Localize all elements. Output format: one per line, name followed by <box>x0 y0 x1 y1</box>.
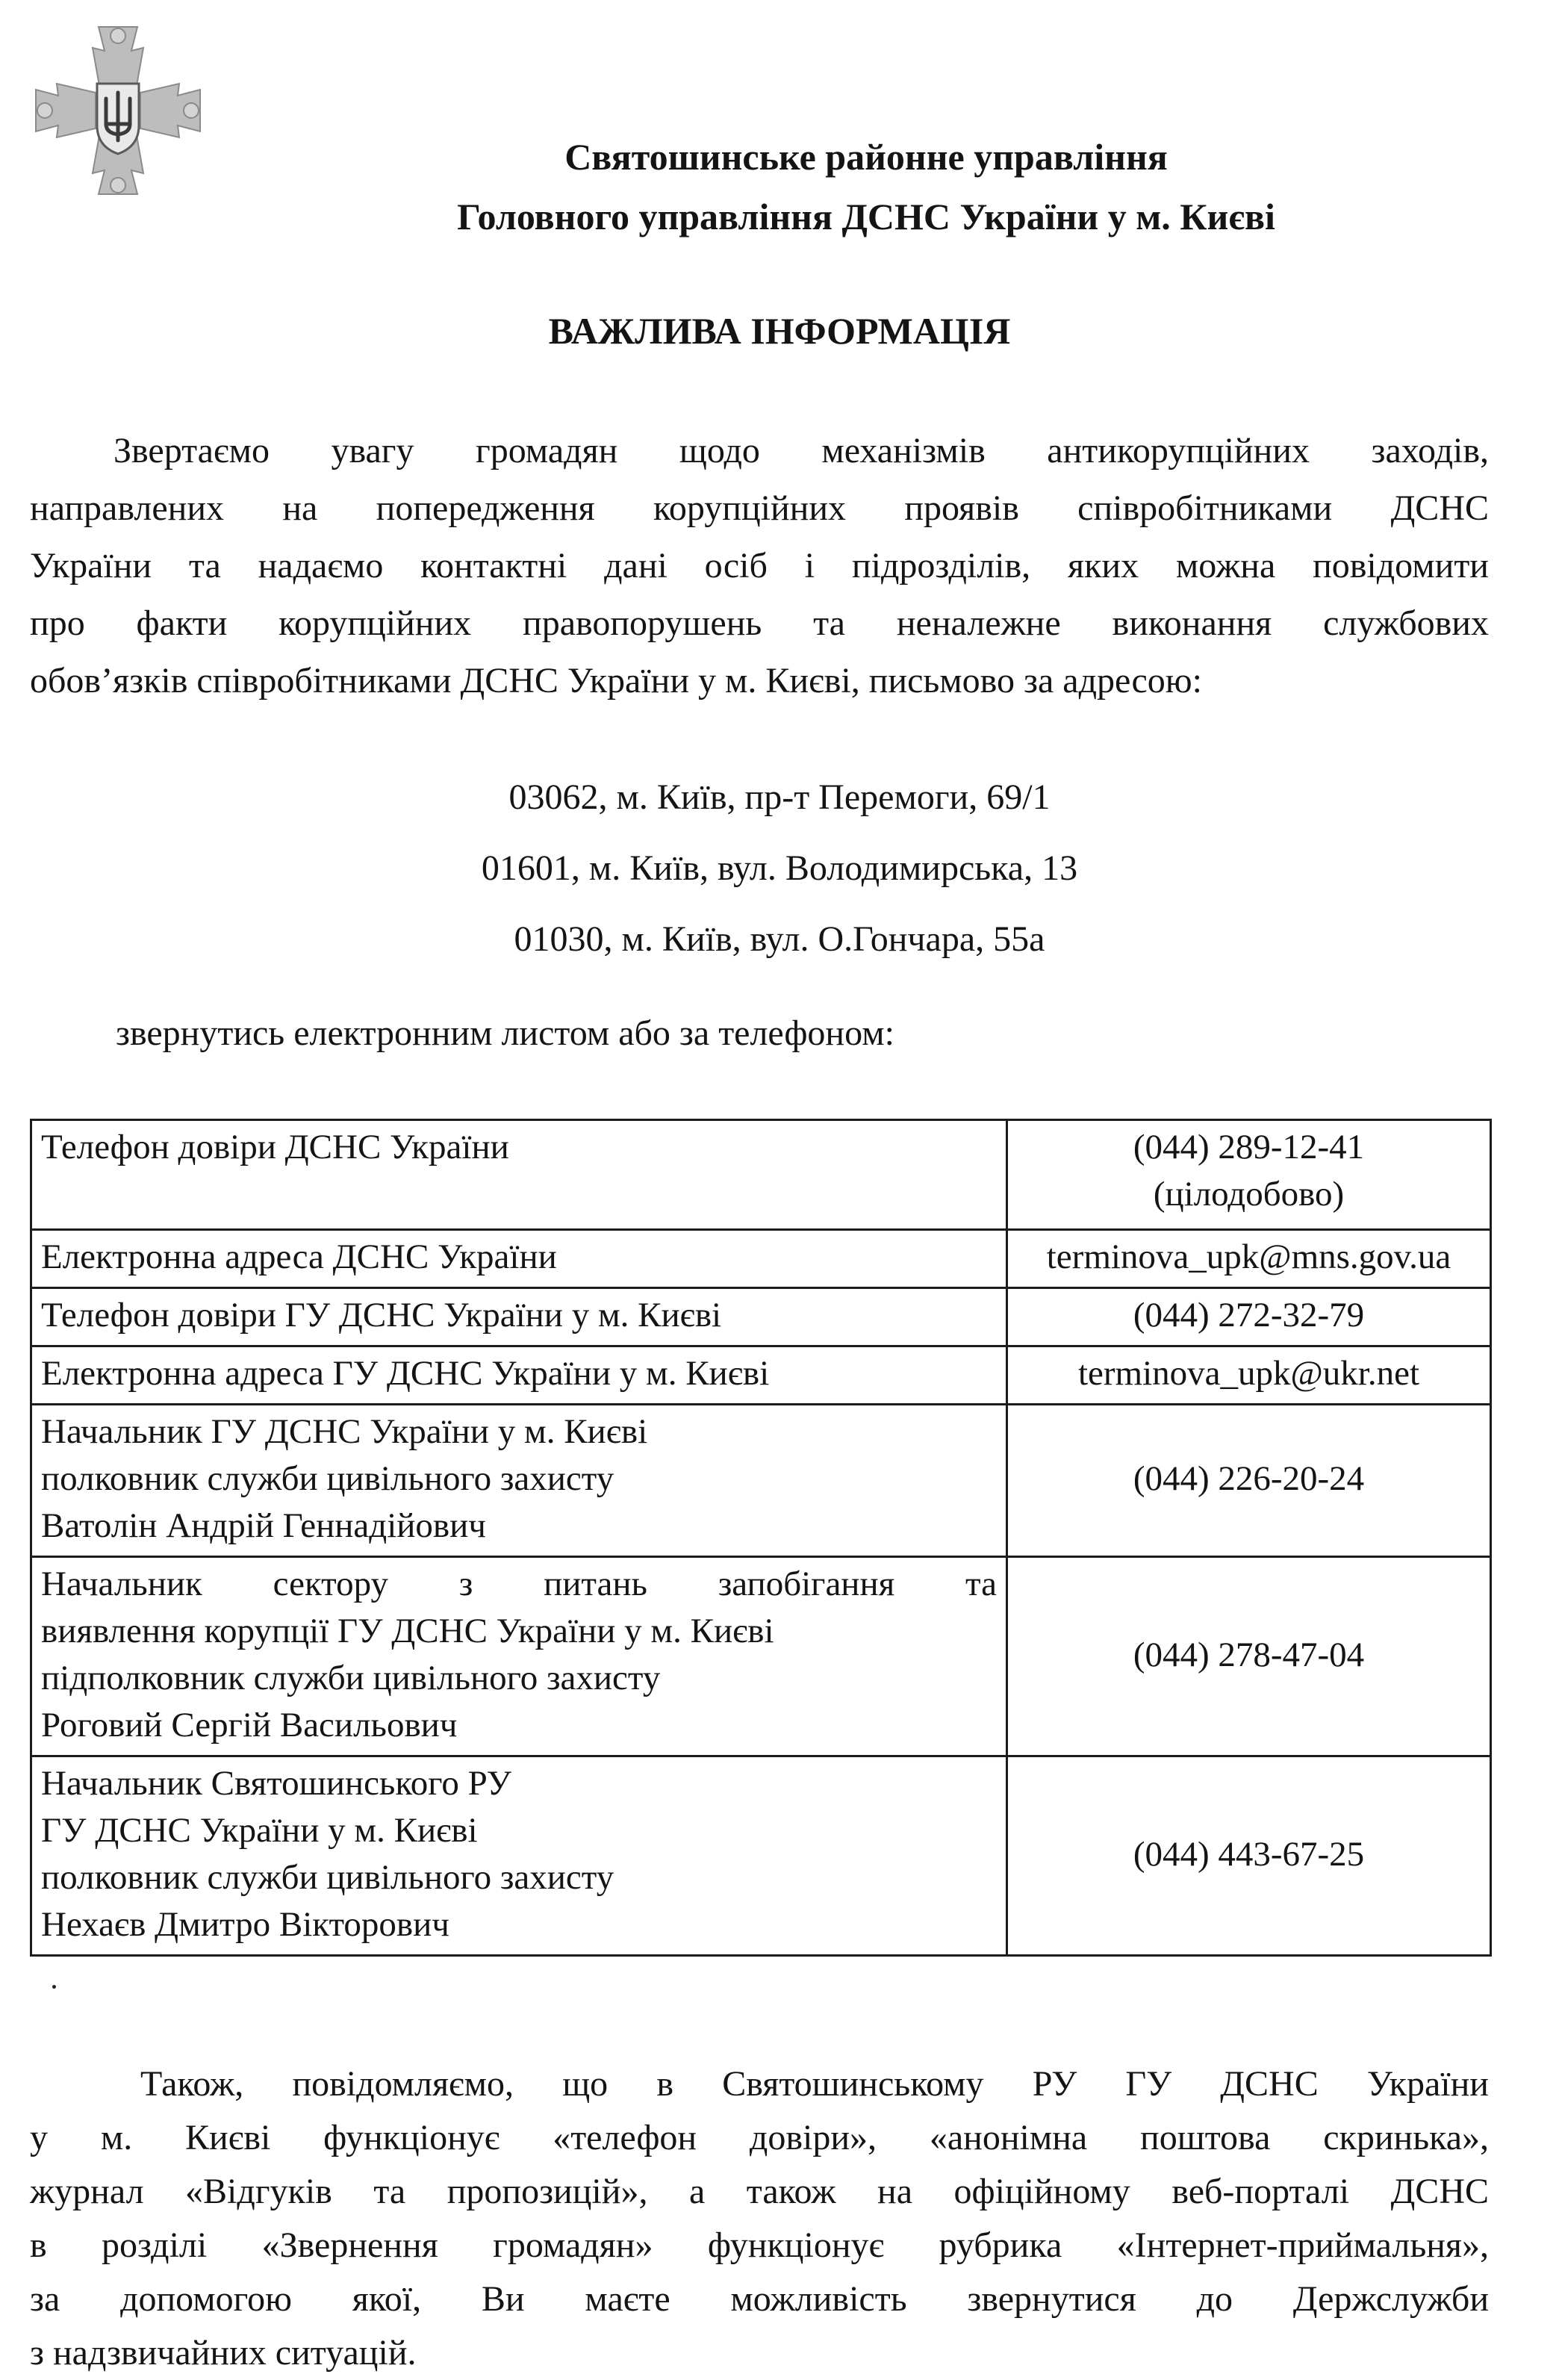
intro-line: обов’язків співробітниками ДСНС України у м. Києві, письмово за адресою: <box>30 661 1202 700</box>
intro-line: України та надаємо контактні дані осіб і підрозділів, яких можна повідомити <box>30 546 1489 585</box>
contact-description <box>31 1756 1007 1956</box>
organization-name-line-2: Головного управління ДСНС України у м. Києві <box>457 196 1275 237</box>
organization-name-line-1: Святошинське районне управління <box>564 136 1168 178</box>
contact-description-line: Ватолін Андрій Геннадійович <box>41 1506 486 1545</box>
contact-value <box>1007 1230 1491 1288</box>
closing-line: за допомогою якої, Ви маєте можливість звернутися до Держслужби <box>30 2279 1489 2319</box>
contact-value-line: (044) 272-32-79 <box>1133 1296 1365 1335</box>
table-row <box>31 1288 1491 1346</box>
closing-line: в розділі «Звернення громадян» функціонує рубрика «Інтернет-приймальня», <box>30 2225 1489 2265</box>
contact-value-line: (044) 278-47-04 <box>1133 1635 1365 1674</box>
postal-addresses <box>0 762 1559 975</box>
contacts-table <box>30 1119 1492 1957</box>
contact-value-line: (044) 289-12-41 <box>1133 1128 1365 1166</box>
contact-description <box>31 1346 1007 1405</box>
contact-description <box>31 1557 1007 1756</box>
contact-intro: звернутись електронним листом або за телефоном: <box>116 1013 894 1053</box>
organization-header <box>224 127 1508 246</box>
contact-value <box>1007 1557 1491 1756</box>
intro-line: про факти корупційних правопорушень та неналежне виконання службових <box>30 603 1489 643</box>
contact-description-line: Телефон довіри ДСНС України <box>41 1128 509 1166</box>
contact-description-line: Начальник сектору з питань запобігання та <box>41 1565 997 1603</box>
table-row <box>31 1120 1491 1230</box>
contact-description-line: підполковник служби цивільного захисту <box>41 1659 661 1697</box>
intro-line: направлених на попередження корупційних проявів співробітниками ДСНС <box>30 488 1489 528</box>
document-title: ВАЖЛИВА ІНФОРМАЦІЯ <box>548 310 1011 352</box>
contact-description-line: ГУ ДСНС України у м. Києві <box>41 1811 478 1850</box>
contact-email-link[interactable]: terminova_upk@mns.gov.ua <box>1046 1237 1451 1276</box>
contact-description-line: полковник служби цивільного захисту <box>41 1858 614 1897</box>
contact-value-line: (044) 443-67-25 <box>1133 1834 1365 1874</box>
postal-address: 03062, м. Київ, пр-т Перемоги, 69/1 <box>508 777 1051 817</box>
contact-value <box>1007 1288 1491 1346</box>
contact-value-line: (044) 226-20-24 <box>1133 1459 1365 1498</box>
contact-description <box>31 1288 1007 1346</box>
postal-address: 01601, м. Київ, вул. Володимирська, 13 <box>481 848 1078 888</box>
contact-email-link[interactable]: terminova_upk@ukr.net <box>1077 1354 1420 1393</box>
contact-description-line: полковник служби цивільного захисту <box>41 1459 614 1498</box>
contact-description <box>31 1230 1007 1288</box>
closing-line: журнал «Відгуків та пропозицій», а також на офіційному веб-порталі ДСНС <box>30 2172 1489 2211</box>
table-row <box>31 1756 1491 1956</box>
intro-paragraph <box>30 422 1489 709</box>
table-row <box>31 1557 1491 1756</box>
contact-description-line: Начальник ГУ ДСНС України у м. Києві <box>41 1412 648 1451</box>
contact-description-line: Начальник Святошинського РУ <box>41 1764 511 1803</box>
contact-value-line: (цілодобово) <box>1153 1175 1345 1214</box>
contact-value <box>1007 1756 1491 1956</box>
scan-speck <box>52 1985 56 1989</box>
intro-line: Звертаємо увагу громадян щодо механізмів антикорупційних заходів, <box>113 431 1489 470</box>
closing-line: Також, повідомляємо, що в Святошинському РУ ГУ ДСНС України <box>140 2064 1489 2104</box>
contact-description-line: Електронна адреса ДСНС України <box>41 1237 557 1276</box>
contact-description <box>31 1120 1007 1230</box>
closing-paragraph <box>30 2057 1489 2380</box>
contact-description-line: Телефон довіри ГУ ДСНС України у м. Києві <box>41 1296 722 1335</box>
closing-line: у м. Києві функціонує «телефон довіри», «анонімна поштова скринька», <box>30 2118 1489 2157</box>
contact-description-line: Електронна адреса ГУ ДСНС України у м. Києві <box>41 1354 770 1393</box>
postal-address: 01030, м. Київ, вул. О.Гончара, 55а <box>514 919 1045 959</box>
contact-description-line: Нехаєв Дмитро Вікторович <box>41 1905 449 1944</box>
table-row <box>31 1230 1491 1288</box>
contact-value <box>1007 1120 1491 1230</box>
dsns-emblem-icon <box>31 21 205 200</box>
contact-description-line: Роговий Сергій Васильович <box>41 1706 458 1744</box>
contact-description <box>31 1405 1007 1557</box>
table-row <box>31 1405 1491 1557</box>
contact-value <box>1007 1346 1491 1405</box>
contact-description-line: виявлення корупції ГУ ДСНС України у м. Києві <box>41 1612 774 1650</box>
table-row <box>31 1346 1491 1405</box>
closing-line: з надзвичайних ситуацій. <box>30 2333 417 2373</box>
contact-value <box>1007 1405 1491 1557</box>
